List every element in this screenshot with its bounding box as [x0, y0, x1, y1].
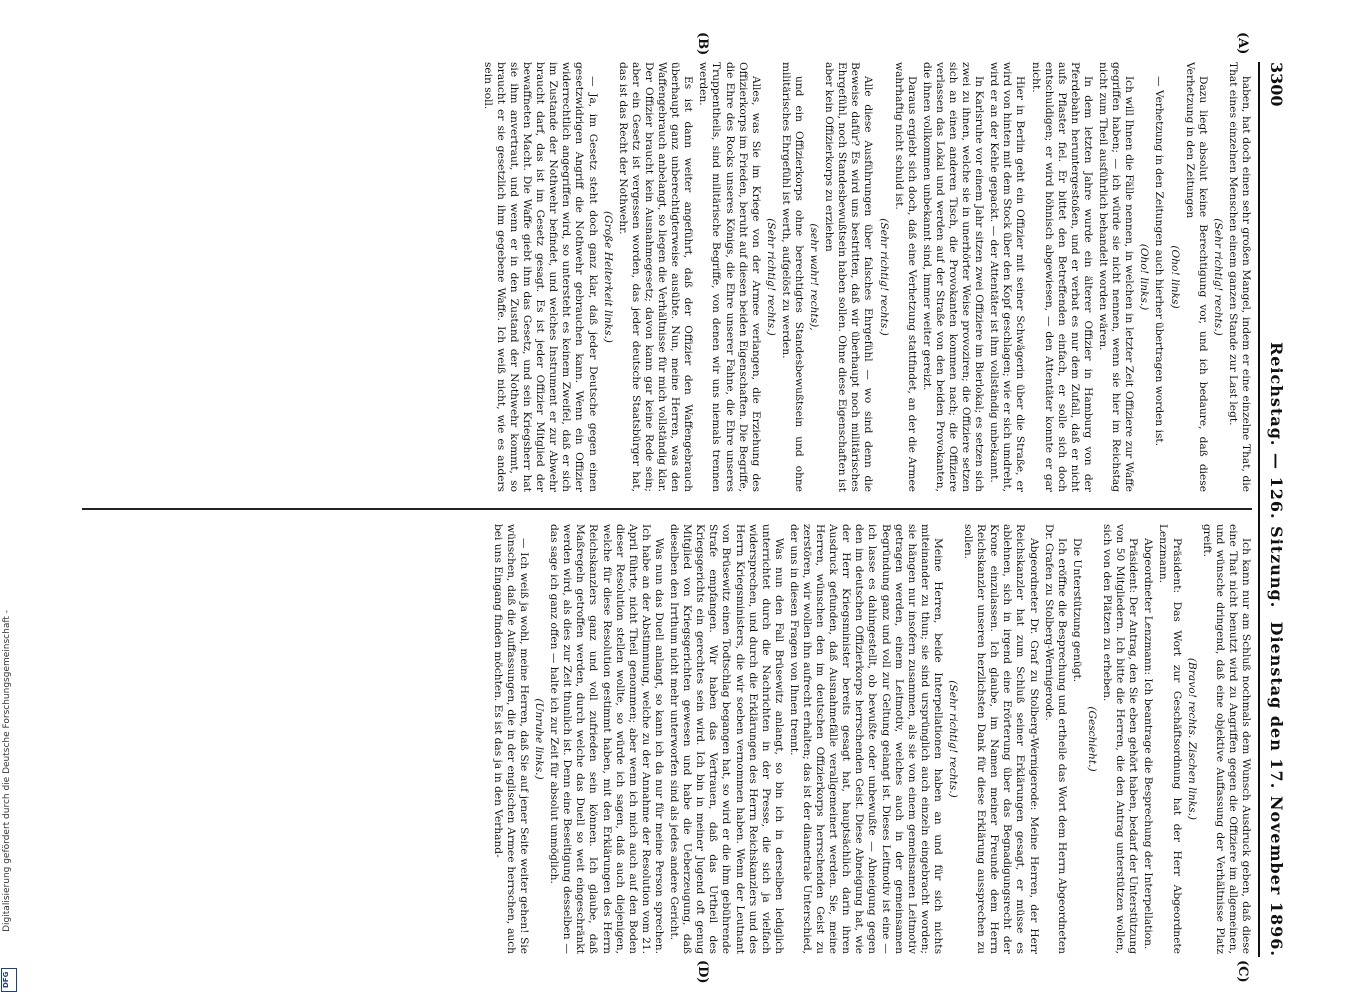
right-text-column	[82, 524, 1252, 954]
paragraph: Ich kann nur am Schluß nochmals dem Wunsch Ausdruck geben, daß diese eine That nicht benutzt wird zu Angriffen gegen die Offiziere im allgemeinen, und wünsche dringend, daß eine objektive Auffassung der Verhältnisse Platz greift.	[1200, 524, 1252, 954]
dfg-logo-icon: DFG	[1, 968, 17, 992]
page-number: 3300	[1267, 62, 1286, 107]
interjection: (Sehr richtig! rechts.)	[877, 218, 890, 336]
paragraph: haben, hat doch einen sehr großen Mangel, indem er eine einzelne That, die That eines einzelnen Menschen einem ganzen Stande zur Last legt.	[1226, 62, 1252, 492]
paragraph: — Ich weiß ja wohl, meine Herren, daß Sie auf jener Seite weiter gehen! Sie wünschen, daß die Auffassungen, die in der englischen Armee herrschen, auch bei uns Eingang finden möchten. Es ist das ja in den Verhand-	[491, 524, 531, 954]
column-divider	[82, 508, 1252, 510]
interjection: (Bravo! rechts. Zischen links.)	[1185, 657, 1198, 821]
paragraph: Abgeordneter Lenzmann: Ich beantrage die Besprechung der Interpellation.	[1142, 538, 1155, 950]
paragraph: Präsident: Das Wort zur Geschäftsordnung hat der Herr Abgeordnete Lenzmann.	[1157, 524, 1183, 954]
paragraph: Es ist dann weiter angeführt, daß der Offizier den Waffengebrauch überhaupt ganz unberechtigterweise ausübte. Nun, meine Herren, was den Waffengebrauch anbelangt, so liegen die Verhältnisse für mich vollständig klar. Der Offizier braucht kein Ausnahmegesetz; davon kann gar keine Rede sein; aber ein Gesetz ist vergessen worden, das jeder deutsche Staatsbürger hat, das ist das Recht der Nothwehr.	[616, 62, 695, 492]
page-header	[1258, 62, 1290, 957]
paragraph: Alle diese Ausführungen über falsches Ehrgefühl — wo sind denn die Beweise dafür? Es wird uns bestritten, daß wir überhaupt noch militärisches Ehrgefühl, noch Standesbewußtsein haben sollen. Ohne diese Eigenschaften ist aber kein Offizierkorps zu erziehen	[823, 62, 875, 492]
interjection: (Sehr richtig! rechts.)	[947, 680, 960, 798]
margin-marker-d: (D)	[695, 960, 710, 984]
interjection: (Oho! links.)	[1138, 243, 1151, 311]
paragraph: Ich will Ihnen die Fälle nennen, in welchen in letzter Zeit Offiziere zur Waffe gegriffen haben; — ich würde sie nicht nennen, wenn sie hier im Reichstag nicht zum Theil ausführlich behandelt worden wären.	[1097, 62, 1136, 492]
document-page	[75, 32, 1290, 984]
paragraph: Daraus ergiebt sich doch, daß eine Verhetzung stattfindet, an der die Armee wahrhaftig nicht schuld ist.	[892, 62, 918, 492]
interjection: (sehr wahr! rechts),	[808, 223, 821, 331]
margin-marker-c: (C)	[1235, 960, 1250, 983]
margin-marker-a: (A)	[1235, 32, 1250, 55]
interjection: (Unruhe links.)	[533, 698, 546, 780]
interjection: (Große Heiterkeit links.)	[601, 211, 614, 343]
paragraph: Dazu liegt absolut keine Berechtigung vor, und ich bedaure, daß diese Verhetzung in den Zeitungen	[1183, 62, 1209, 492]
session-date: Dienstag den 17. November 1896.	[1267, 621, 1286, 957]
paragraph: Was nun das Duell anlangt, so kann ich da nur für meine Person sprechen. Ich habe an der Abstimmung, welche zu der Annahme der Resolution vom 21. April führte, nicht Theil genommen; aber wenn ich mich auch auf den Boden dieser Resolution stellen wollte, so würde ich sagen, daß auch diejenigen, welche für diese Resolution gestimmt haben, mit den Erklärungen des Herrn Reichskanzlers ganz und voll zufrieden sein können. Ich glaube, daß Maßregeln getroffen werden, durch welche das Duell so weit eingeschränkt werden wird, als dies zur Zeit thunlich ist. Denn eine Beseitigung desselben — das sage ich ganz offen — halte ich zur Zeit für absolut unmöglich.	[548, 524, 665, 954]
interjection: (Oho! links)	[1168, 245, 1181, 309]
session-title: Reichstag. — 126. Sitzung.	[1267, 342, 1286, 609]
digitization-credit: Digitalisierung gefördert durch die Deutsche Forschungsgemeinschaft -	[2, 610, 12, 932]
paragraph: Abgeordneter Dr. Graf zu Stolberg-Wernigerode: Meine Herren, der Herr Reichskanzler hat zum Schluß seiner Erklärungen gesagt, er müsse es ablehnen, sich in irgend eine Erörterung über das Begnadigungsrecht der Krone einzulassen. Ich glaube, im Namen meiner Freunde dem Herrn Reichskanzler unseren herzlichsten Dank für diese Erklärung aussprechen zu sollen.	[962, 524, 1040, 954]
margin-marker-b: (B)	[695, 32, 710, 56]
paragraph: Was nun den Fall Brüsewitz anlangt, so bin ich in derselben lediglich unterrichtet durch die Nachrichten in der Presse, die sich ja vielfach widersprechen, und durch die Erklärungen des Herrn Reichskanzlers und des Herrn Kriegsministers, die wir soeben vernommen haben. Wenn der Leutnant von Brüsewitz einen Todtschlag begangen hat, so wird er die ihm gebührende Strafe empfangen. Wir haben das Vertrauen, daß das Urtheil des Kriegsgerichts ein gerechtes sein wird. Ich bin in meiner Jugend oft genug Mitglied von Kriegsgerichten gewesen und habe die Ueberzeugung, daß dieselben den Irrthum nicht mehr unterworfen sind als jedes andere Gericht.	[668, 524, 785, 954]
paragraph: — Verhetzung in den Zeitungen auch hierher übertragen worden ist.	[1153, 76, 1166, 447]
interjection: (Sehr richtig! rechts.)	[764, 218, 777, 336]
paragraph: Alles, was Sie im Kriege von der Armee verlangen, die Erziehung des Offizierkorps im Frieden, beruht auf diesen beiden Eigenschaften. Die Begriffe, die Ehre des Rocks unseres Königs, die Ehre unserer Fahne, die Ehre unseres Truppentheils, sind militärische Begriffe, von denen wir uns niemals trennen werden.	[697, 62, 762, 492]
paragraph: Präsident: Der Antrag, den Sie eben gehört haben, bedarf der Unterstützung von 50 Mitgliedern. Ich bitte die Herren, die den Antrag unterstützen wollen, sich von den Plätzen zu erheben.	[1101, 524, 1140, 954]
paragraph: Ich eröffne die Besprechung und ertheile das Wort dem Herrn Abgeordneten Dr. Grafen zu Stolberg-Wernigerode.	[1042, 524, 1068, 954]
paragraph: Die Unterstützung genügt.	[1070, 538, 1083, 683]
paragraph: In dem letzten Jahre wurde ein älterer Offizier in Hamburg von der Pferdebahn heruntergestoßen, und er verbat es nur dem Zufall, daß er nicht aufs Pflaster fiel. Er bittet den Betreffenden einfach, er solle sich doch entschuldigen; er wird höhnisch abgewiesen, — den Attentäter konnte er gar nicht.	[1029, 62, 1094, 492]
left-text-column	[82, 62, 1252, 492]
paragraph: und ein Offizierkorps ohne berechtigtes Standesbewußtsein und ohne militärisches Ehrgefühl ist werth, aufgelöst zu werden.	[779, 62, 805, 492]
paragraph: Meine Herren, beide Interpellationen haben an und für sich nichts miteinander zu thun; sie sind ursprünglich auch einzeln eingebracht worden; sie hängen nur insofern zusammen, als sie von einem gemeinsamen Leitmotiv getragen werden, einem Leitmotiv, welches auch in der gemeinsamen Begründung ganz und voll zur Geltung gelangt ist. Dieses Leitmotiv ist eine — ich lasse es dahingestellt, ob bewußte oder unbewußte — Abneigung gegen den im deutschen Offizierkorps herrschenden Geist. Diese Abneigung hat, wie der Herr Kriegsminister bereits gesagt hat, hauptsächlich darin ihren Ausdruck gefunden, daß Ausnahmefälle verallgemeinert werden. Sie, meine Herren, wünschen den im deutschen Offizierkorps herrschenden Geist zu zerstören, wir wollen ihn aufrecht erhalten; das ist der diametrale Unterschied, der uns in diesen Fragen von Ihnen trennt.	[787, 524, 944, 954]
interjection: (Geschieht.)	[1085, 706, 1098, 772]
interjection: (Sehr richtig! rechts.)	[1211, 218, 1224, 336]
paragraph: Hier in Berlin geht ein Offizier mit seiner Schwägerin über die Straße, er wird von hinten mit dem Stock über den Kopf geschlagen; wie er sich umdreht, wird er an der Kehle gepackt. — der Attentäter ist ihm vollständig unbekannt.	[988, 62, 1027, 492]
paragraph: — Ja, im Gesetz steht doch ganz klar, daß jeder Deutsche gegen einen gesetzwidrigen Angriff die Nothwehr gebrauchen kann. Wenn ein Offizier widerrechtlich angegriffen wird, so untersteht es keinem Zweifel, daß er sich im Zustande der Nothwehr befindet, und welches Instrument er zur Abwehr braucht darf, das ist im Gesetz gesagt. Es ist jeder Offizier Mitglied der bewaffneten Macht. Die Waffe giebt ihm das Gesetz, und sein Kriegsherr hat sie ihm anvertraut, und wenn er in den Zustand der Nothwehr kommt, so braucht er sie gesetzlich ihm gegebene Waffe. Ich weiß nicht, wie es anders sein soll.	[481, 62, 599, 492]
paragraph: In Karlsruhe vor einem Jahr sitzen zwei Offiziere im Bierlokal; es setzen sich zwei zu ihnen, welche sie in unerhörter Weise provoziren; die Offiziere setzen sich an einen anderen Tisch, die Provokanten kommen nach; die Offiziere verlassen das Lokal und werden auf der Straße von den beiden Provokanten, die ihnen vollkommen unbekannt sind, immer weiter gereizt.	[920, 62, 986, 492]
